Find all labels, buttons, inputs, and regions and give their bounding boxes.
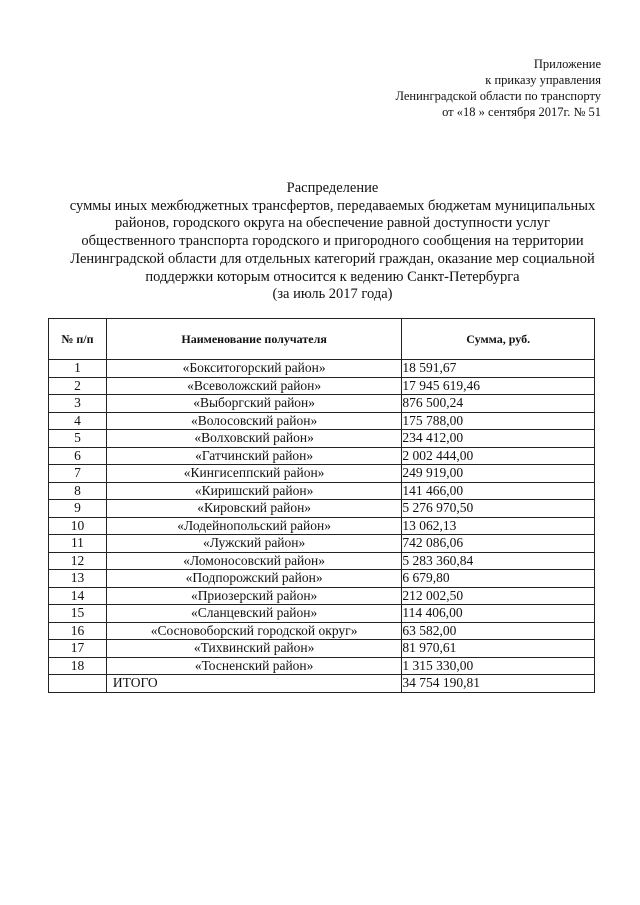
total-empty-cell	[49, 675, 107, 693]
row-recipient: «Волосовский район»	[106, 412, 402, 430]
row-recipient: «Тосненский район»	[106, 657, 402, 675]
row-recipient: «Выборгский район»	[106, 395, 402, 413]
row-amount: 742 086,06	[402, 535, 595, 553]
header-order-date: от «18 » сентября 2017г. № 51	[442, 105, 601, 119]
row-amount: 81 970,61	[402, 640, 595, 658]
row-recipient: «Кингисеппский район»	[106, 465, 402, 483]
title-line: районов, городского округа на обеспечение равной доступности услуг	[115, 215, 550, 232]
total-amount: 34 754 190,81	[402, 675, 595, 693]
row-amount: 2 002 444,00	[402, 447, 595, 465]
row-number: 8	[49, 482, 107, 500]
header-authority: Ленинградской области по транспорту	[395, 89, 601, 103]
document-title	[60, 180, 605, 304]
table-row	[49, 622, 595, 640]
row-amount: 234 412,00	[402, 430, 595, 448]
row-recipient: «Сосновоборский городской округ»	[106, 622, 402, 640]
row-amount: 114 406,00	[402, 605, 595, 623]
title-line: Ленинградской области для отдельных категорий граждан, оказание мер социальной	[70, 250, 595, 267]
row-recipient: «Всеволожский район»	[106, 377, 402, 395]
row-recipient: «Подпорожский район»	[106, 570, 402, 588]
distribution-table	[48, 318, 595, 693]
table-row	[49, 517, 595, 535]
table-row	[49, 500, 595, 518]
row-number: 14	[49, 587, 107, 605]
title-period: (за июль 2017 года)	[272, 286, 393, 303]
row-recipient: «Кировский район»	[106, 500, 402, 518]
title-line: суммы иных межбюджетных трансфертов, передаваемых бюджетам муниципальных	[69, 197, 596, 214]
table-row	[49, 465, 595, 483]
table-row	[49, 395, 595, 413]
row-recipient: «Гатчинский район»	[106, 447, 402, 465]
row-recipient: «Лодейнопольский район»	[106, 517, 402, 535]
header-appendix-label: Приложение	[533, 57, 601, 71]
row-recipient: «Тихвинский район»	[106, 640, 402, 658]
row-recipient: «Бокситогорский район»	[106, 360, 402, 378]
table-row	[49, 552, 595, 570]
row-number: 17	[49, 640, 107, 658]
table-row	[49, 587, 595, 605]
row-number: 6	[49, 447, 107, 465]
row-amount: 141 466,00	[402, 482, 595, 500]
table-row	[49, 570, 595, 588]
table-row	[49, 430, 595, 448]
row-number: 16	[49, 622, 107, 640]
table-row	[49, 447, 595, 465]
row-number: 9	[49, 500, 107, 518]
total-row	[49, 675, 595, 693]
row-amount: 5 276 970,50	[402, 500, 595, 518]
row-amount: 18 591,67	[402, 360, 595, 378]
row-amount: 212 002,50	[402, 587, 595, 605]
row-number: 12	[49, 552, 107, 570]
table-row	[49, 377, 595, 395]
row-number: 18	[49, 657, 107, 675]
row-recipient: «Лужский район»	[106, 535, 402, 553]
row-number: 1	[49, 360, 107, 378]
row-number: 10	[49, 517, 107, 535]
header-recipient: Наименование получателя	[106, 319, 402, 360]
table-row	[49, 535, 595, 553]
header-order-ref: к приказу управления	[485, 73, 601, 87]
row-number: 3	[49, 395, 107, 413]
row-amount: 17 945 619,46	[402, 377, 595, 395]
title-line: общественного транспорта городского и пригородного сообщения на территории	[81, 233, 584, 250]
row-recipient: «Волховский район»	[106, 430, 402, 448]
table-row	[49, 360, 595, 378]
row-amount: 876 500,24	[402, 395, 595, 413]
row-number: 13	[49, 570, 107, 588]
row-recipient: «Сланцевский район»	[106, 605, 402, 623]
table-row	[49, 640, 595, 658]
title-line: поддержки которым относится к ведению Санкт-Петербурга	[145, 268, 520, 285]
table-header-row	[49, 319, 595, 360]
title-line: Распределение	[286, 180, 379, 196]
table-row	[49, 412, 595, 430]
row-amount: 1 315 330,00	[402, 657, 595, 675]
table-row	[49, 605, 595, 623]
row-number: 11	[49, 535, 107, 553]
row-recipient: «Ломоносовский район»	[106, 552, 402, 570]
header-amount: Сумма, руб.	[402, 319, 595, 360]
row-amount: 5 283 360,84	[402, 552, 595, 570]
row-amount: 249 919,00	[402, 465, 595, 483]
row-number: 5	[49, 430, 107, 448]
table-row	[49, 657, 595, 675]
row-amount: 6 679,80	[402, 570, 595, 588]
header-number: № п/п	[49, 319, 107, 360]
row-recipient: «Киришский район»	[106, 482, 402, 500]
total-label: ИТОГО	[106, 675, 402, 693]
row-recipient: «Приозерский район»	[106, 587, 402, 605]
row-amount: 13 062,13	[402, 517, 595, 535]
row-amount: 63 582,00	[402, 622, 595, 640]
table-row	[49, 482, 595, 500]
row-number: 15	[49, 605, 107, 623]
table-body	[49, 360, 595, 693]
row-number: 2	[49, 377, 107, 395]
row-number: 7	[49, 465, 107, 483]
document-header	[395, 56, 601, 120]
row-number: 4	[49, 412, 107, 430]
row-amount: 175 788,00	[402, 412, 595, 430]
